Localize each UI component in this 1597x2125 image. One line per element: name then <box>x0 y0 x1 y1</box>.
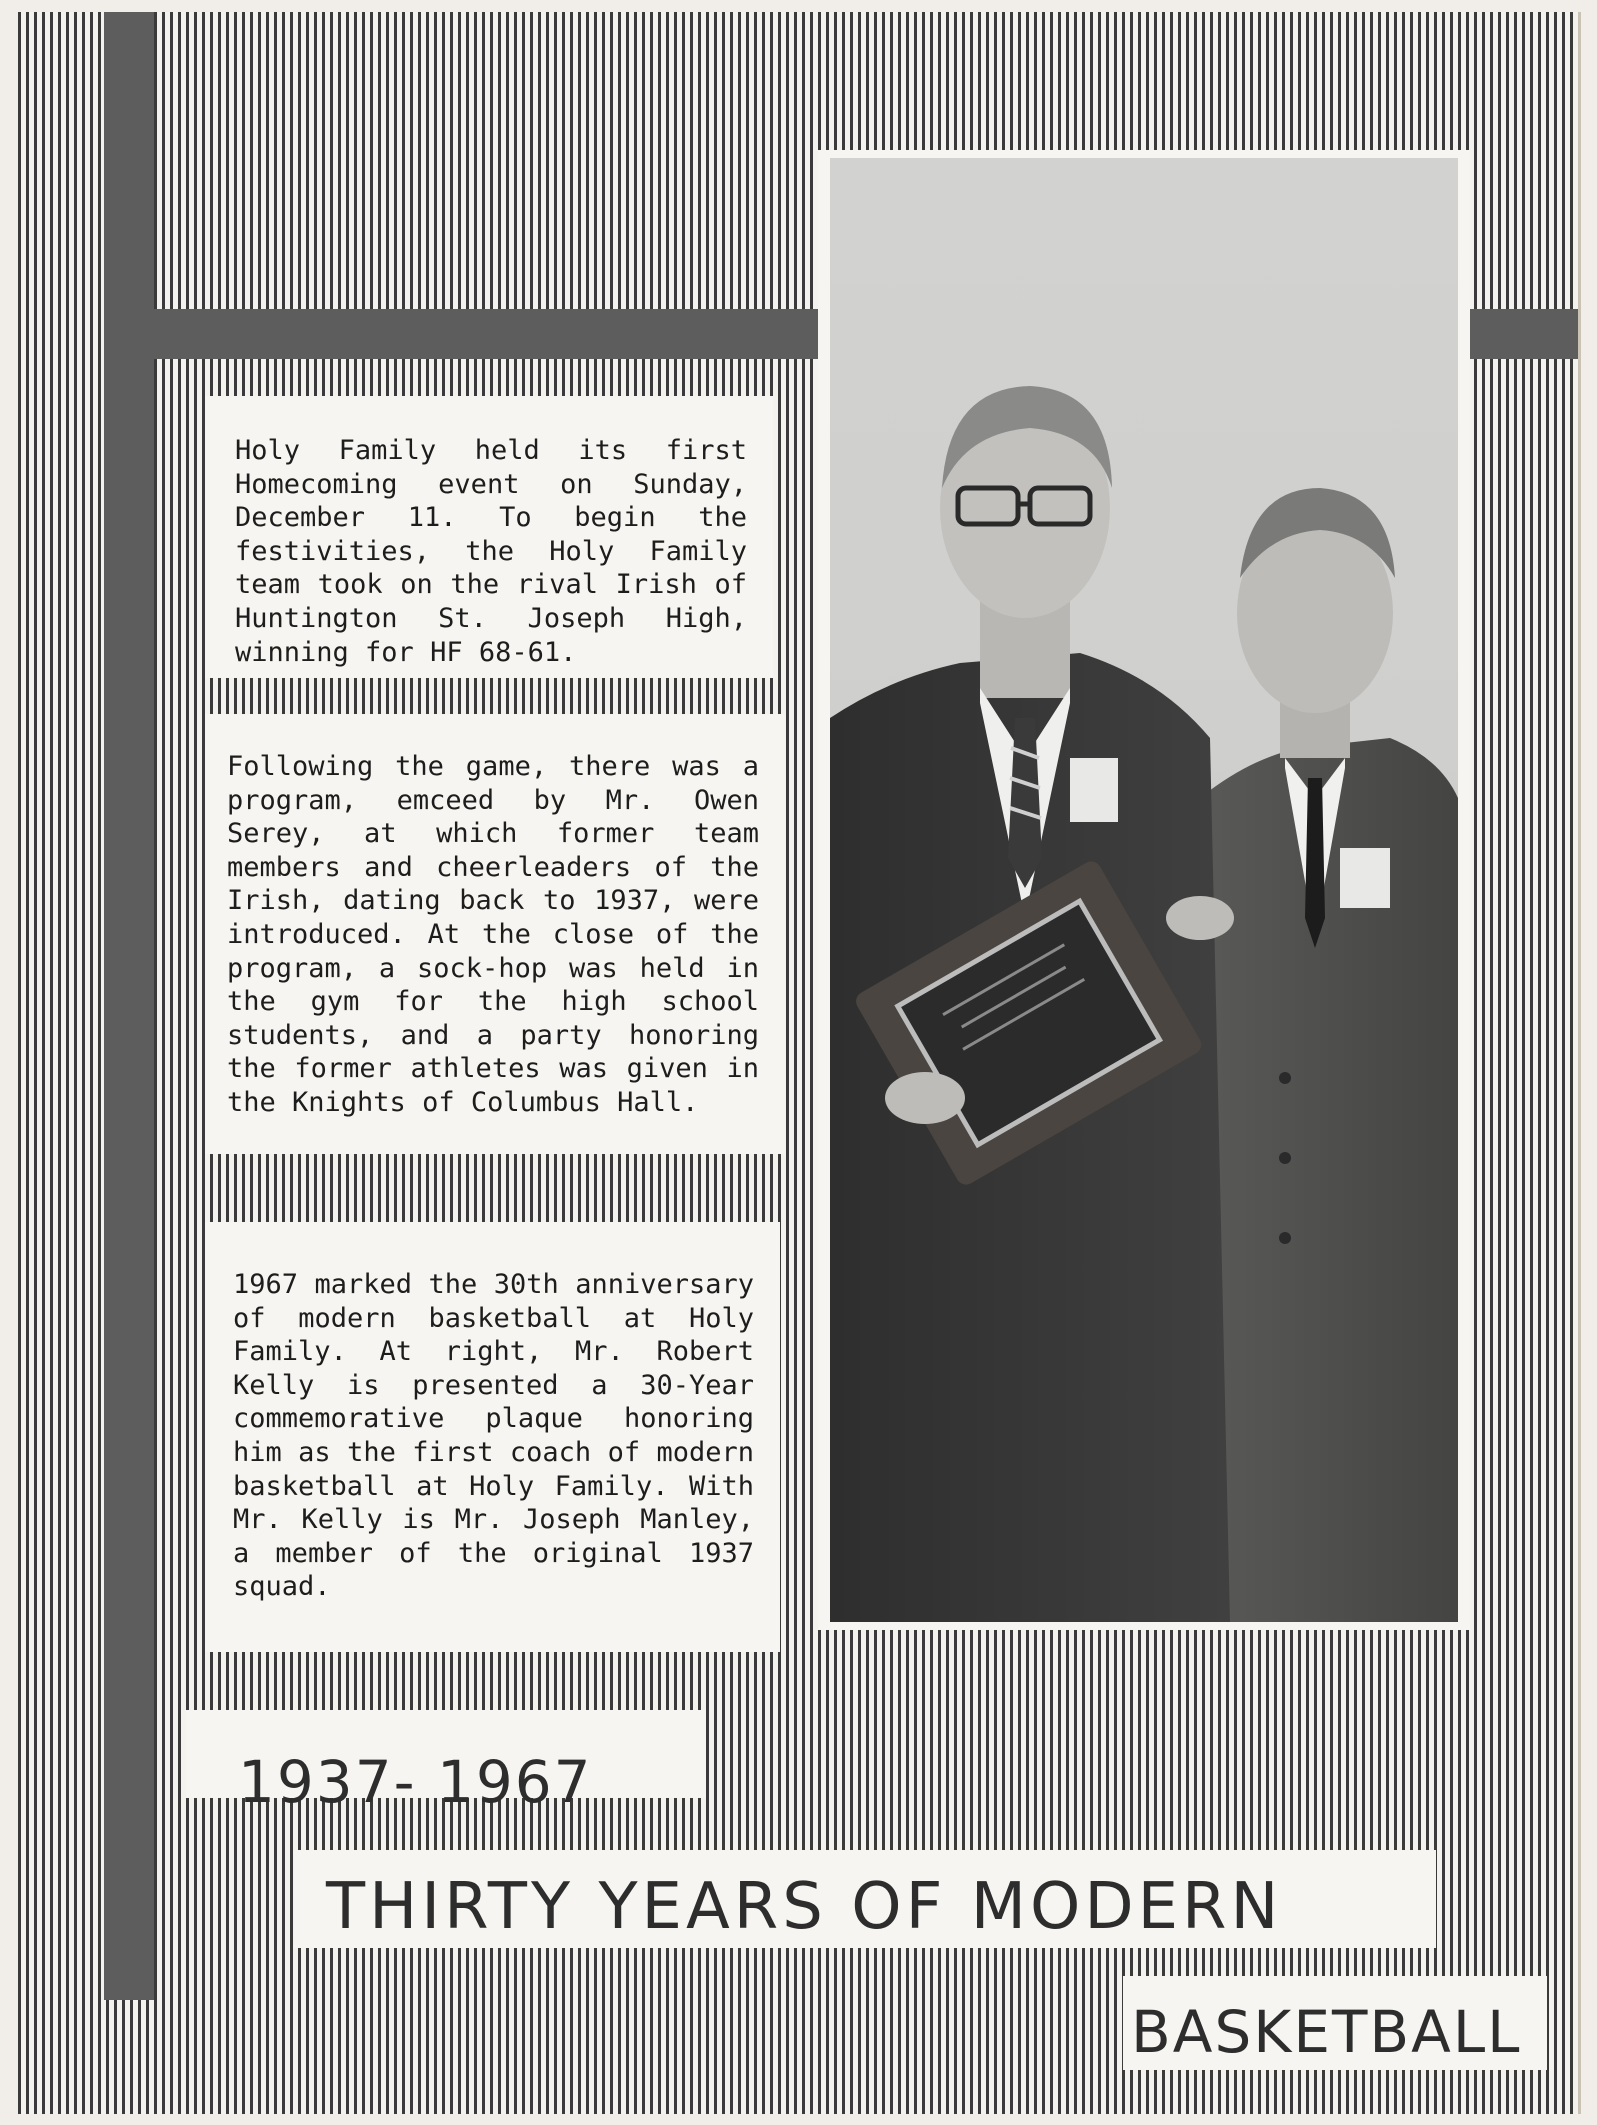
paragraph-homecoming <box>205 396 773 678</box>
right-horizontal-bar <box>1470 309 1578 359</box>
top-horizontal-bar <box>104 309 818 359</box>
paragraph-program-text: Following the game, there was a program, emceed by Mr. Owen Serey, at which former team members and cheerleaders of the Irish, dating back to 1937, were introduced. At the close of the program, a sock-hop was held in the gym for the high school students, and a party honoring the former athletes was given in the Knights of Columbus Hall. <box>227 751 759 1118</box>
headline-title-line-1 <box>294 1850 1436 1948</box>
headline-years <box>186 1710 706 1816</box>
headline-years-text: 1937- 1967 <box>238 1748 593 1816</box>
paragraph-homecoming-text: Holy Family held its first Homecoming event on Sunday, December 11. To begin the festivities, the Holy Family team took on the rival Irish of Huntington St. Joseph High, winning for HF 68-61. <box>235 435 747 668</box>
photo-frame <box>818 150 1470 1630</box>
headline-title-line-2 <box>1123 1976 1547 2070</box>
yearbook-page <box>18 12 1581 2114</box>
paragraph-anniversary-text: 1967 marked the 30th anniversary of modern basketball at Holy Family. At right, Mr. Robert Kelly is presented a 30-Year commemorative plaque honoring him as the first coach of modern basketball at Holy Family. With Mr. Kelly is Mr. Joseph Manley, a member of the original 1937 squad. <box>233 1269 754 1603</box>
paragraph-anniversary <box>205 1222 780 1652</box>
photo-illustration <box>830 158 1458 1622</box>
photo-plaque-presentation <box>830 158 1458 1622</box>
headline-title-line-1-text: THIRTY YEARS OF MODERN <box>326 1870 1283 1944</box>
headline-title-line-2-text: BASKETBALL <box>1131 1998 1522 2066</box>
paragraph-program <box>205 714 785 1154</box>
